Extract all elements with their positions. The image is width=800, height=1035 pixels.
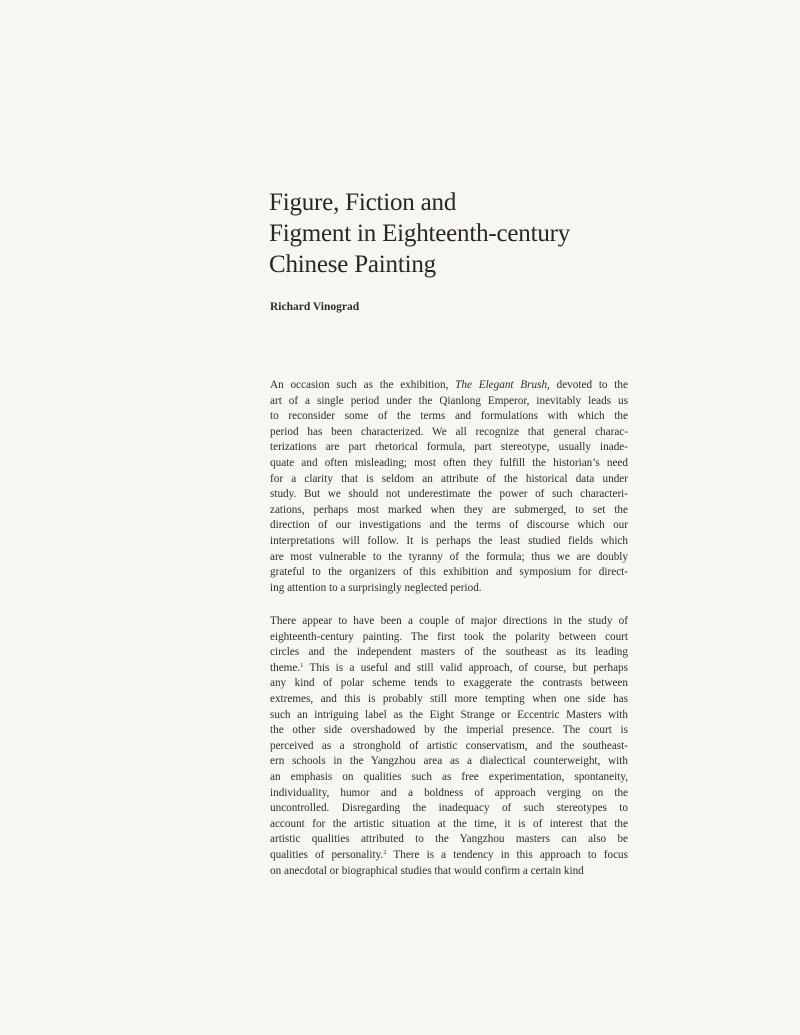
text-line: study. But we should not underestimate the power of such characteri- (270, 488, 628, 501)
text-line: There appear to have been a couple of major directions in the study of (270, 615, 628, 627)
text-line: uncontrolled. Disregarding the inadequacy of such stereotypes to (270, 802, 628, 815)
text-line: an emphasis on qualities such as free experimentation, spontaneity, (270, 770, 628, 783)
text-line: An occasion such as the exhibition, The Elegant Brush, devoted to the (270, 379, 628, 391)
text-line: qualities of personality.$^2$ There is a tendency in this approach to focus (270, 848, 628, 861)
text-line: theme.$^1$ This is a useful and still valid approach, of course, but perhaps (270, 661, 628, 674)
title-line: Figment in Eighteenth-century (269, 220, 571, 247)
text-line: on anecdotal or biographical studies that would confirm a certain kind (270, 864, 584, 877)
text-line: any kind of polar scheme tends to exaggerate the contrasts between (270, 677, 628, 690)
text-line: artistic qualities attributed to the Yangzhou masters can also be (270, 833, 628, 846)
text-line: to reconsider some of the terms and formulations with which the (270, 410, 628, 423)
text-line: direction of our investigations and the terms of discourse which our (270, 519, 628, 532)
text-line: quate and often misleading; most often they fulfill the historian’s need (270, 456, 628, 469)
text-line: perceived as a stronghold of artistic conservatism, and the southeast- (270, 739, 628, 752)
text-line: art of a single period under the Qianlong Emperor, inevitably leads us (270, 394, 628, 407)
paragraph-1 (270, 378, 628, 596)
text-line: grateful to the organizers of this exhibition and symposium for direct- (270, 566, 628, 579)
text-line: the other side overshadowed by the imperial presence. The court is (270, 724, 628, 737)
author-name: Richard Vinograd (270, 301, 360, 313)
text-line: circles and the independent masters of the southeast as its leading (270, 646, 628, 659)
text-line: ern schools in the Yangzhou area as a dialectical counterweight, with (270, 755, 628, 768)
text-line: account for the artistic situation at the time, it is of interest that the (270, 817, 628, 830)
text-line: zations, perhaps most marked when they are submerged, to set the (270, 503, 628, 516)
article-title (269, 187, 689, 280)
title-line: Chinese Painting (269, 251, 436, 278)
text-line: terizations are part rhetorical formula, part stereotype, usually inade- (270, 441, 628, 454)
text-line: for a clarity that is seldom an attribute of the historical data under (270, 472, 628, 485)
text-line: are most vulnerable to the tyranny of the formula; thus we are doubly (270, 550, 628, 563)
text-line: individuality, humor and a boldness of approach verging on the (270, 786, 628, 799)
text-line: eighteenth-century painting. The first took the polarity between court (270, 630, 628, 643)
text-line: ing attention to a surprisingly neglected period. (270, 581, 482, 594)
text-line: period has been characterized. We all recognize that general charac- (270, 425, 628, 438)
title-line: Figure, Fiction and (269, 189, 457, 216)
text-line: such an intriguing label as the Eight Strange or Eccentric Masters with (270, 708, 628, 721)
text-line: extremes, and this is probably still more tempting when one side has (270, 692, 628, 705)
text-line: interpretations will follow. It is perhaps the least studied fields which (270, 534, 628, 547)
paragraph-2 (270, 614, 628, 879)
